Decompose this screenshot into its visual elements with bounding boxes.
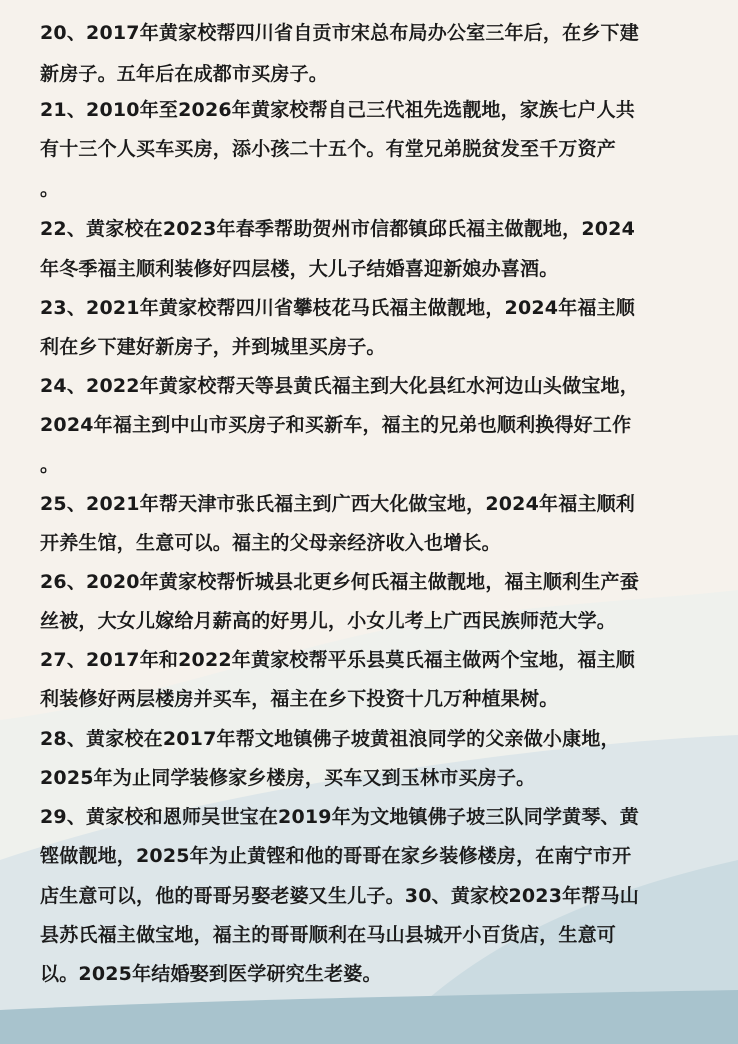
text-line: 新房子。五年后在成都市买房子。 (40, 63, 329, 85)
text-line: 店生意可以，他的哥哥另娶老婆又生儿子。30、黄家校2023年帮马山 (40, 885, 639, 907)
text-line: 20、2017年黄家校帮四川省自贡市宋总布局办公室三年后，在乡下建 (40, 22, 639, 44)
text-line: 以。2025年结婚娶到医学研究生老婆。 (40, 963, 382, 985)
text-line: 铿做靓地，2025年为止黄铿和他的哥哥在家乡装修楼房，在南宁市开 (40, 845, 632, 867)
text-line: 丝被，大女儿嫁给月薪高的好男儿，小女儿考上广西民族师范大学。 (40, 610, 617, 632)
text-line: 2025年为止同学装修家乡楼房，买车又到玉林市买房子。 (40, 767, 536, 789)
text-line: 22、黄家校在2023年春季帮助贺州市信都镇邱氏福主做靓地，2024 (40, 218, 636, 240)
text-line: 县苏氏福主做宝地，福主的哥哥顺利在马山县城开小百货店，生意可 (40, 924, 617, 946)
text-line: 21、2010年至2026年黄家校帮自己三代祖先选靓地，家族七户人共 (40, 99, 636, 121)
text-line: 2024年福主到中山市买房子和买新车，福主的兄弟也顺利换得好工作 (40, 414, 632, 436)
text-line: 23、2021年黄家校帮四川省攀枝花马氏福主做靓地，2024年福主顺 (40, 297, 636, 319)
text-line: 。 (40, 178, 60, 200)
text-line: 。 (40, 454, 60, 476)
text-line: 25、2021年帮天津市张氏福主到广西大化做宝地，2024年福主顺利 (40, 493, 636, 515)
text-line: 24、2022年黄家校帮天等县黄氏福主到大化县红水河边山头做宝地， (40, 375, 639, 397)
text-line: 利装修好两层楼房并买车，福主在乡下投资十几万种植果树。 (40, 688, 559, 710)
text-line: 27、2017年和2022年黄家校帮平乐县莫氏福主做两个宝地，福主顺 (40, 649, 636, 671)
text-line: 开养生馆，生意可以。福主的父母亲经济收入也增长。 (40, 532, 501, 554)
text-line: 26、2020年黄家校帮忻城县北更乡何氏福主做靓地，福主顺利生产蚕 (40, 571, 639, 593)
text-line: 年冬季福主顺利装修好四层楼，大儿子结婚喜迎新娘办喜酒。 (40, 258, 559, 280)
text-line: 利在乡下建好新房子，并到城里买房子。 (40, 336, 386, 358)
text-line: 28、黄家校在2017年帮文地镇佛子坡黄祖浪同学的父亲做小康地， (40, 728, 620, 750)
text-line: 29、黄家校和恩师吴世宝在2019年为文地镇佛子坡三队同学黄琴、黄 (40, 806, 639, 828)
text-line: 有十三个人买车买房，添小孩二十五个。有堂兄弟脱贫发至千万资产 (40, 138, 617, 160)
